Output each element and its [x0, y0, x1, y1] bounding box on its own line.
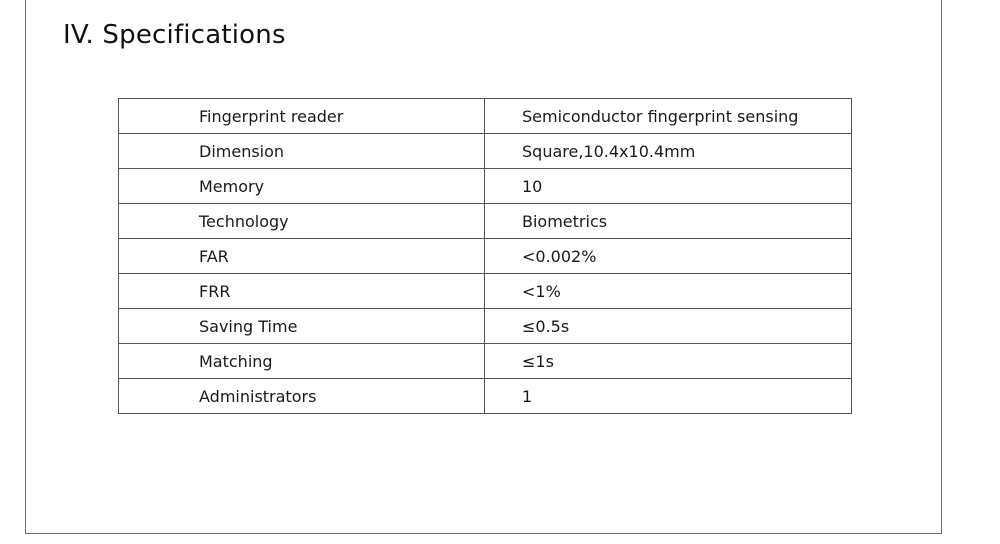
spec-label: Memory: [119, 169, 485, 204]
spec-label: Administrators: [119, 379, 485, 414]
spec-value: Square,10.4x10.4mm: [485, 134, 852, 169]
spec-value: <0.002%: [485, 239, 852, 274]
spec-label: Matching: [119, 344, 485, 379]
spec-value: Biometrics: [485, 204, 852, 239]
section-title: IV. Specifications: [63, 20, 286, 50]
table-row: [119, 309, 852, 344]
table-row: [119, 379, 852, 414]
spec-value: 1: [485, 379, 852, 414]
table-row: [119, 344, 852, 379]
spec-label: FAR: [119, 239, 485, 274]
spec-label: Technology: [119, 204, 485, 239]
specifications-table: [118, 98, 852, 414]
table-row: [119, 169, 852, 204]
table-row: [119, 99, 852, 134]
spec-value: 10: [485, 169, 852, 204]
table-row: [119, 204, 852, 239]
spec-value: Semiconductor fingerprint sensing: [485, 99, 852, 134]
table-row: [119, 274, 852, 309]
spec-label: Dimension: [119, 134, 485, 169]
spec-label: Saving Time: [119, 309, 485, 344]
spec-label: Fingerprint reader: [119, 99, 485, 134]
spec-value: <1%: [485, 274, 852, 309]
table-row: [119, 239, 852, 274]
spec-label: FRR: [119, 274, 485, 309]
table-row: [119, 134, 852, 169]
spec-value: ≤1s: [485, 344, 852, 379]
spec-value: ≤0.5s: [485, 309, 852, 344]
